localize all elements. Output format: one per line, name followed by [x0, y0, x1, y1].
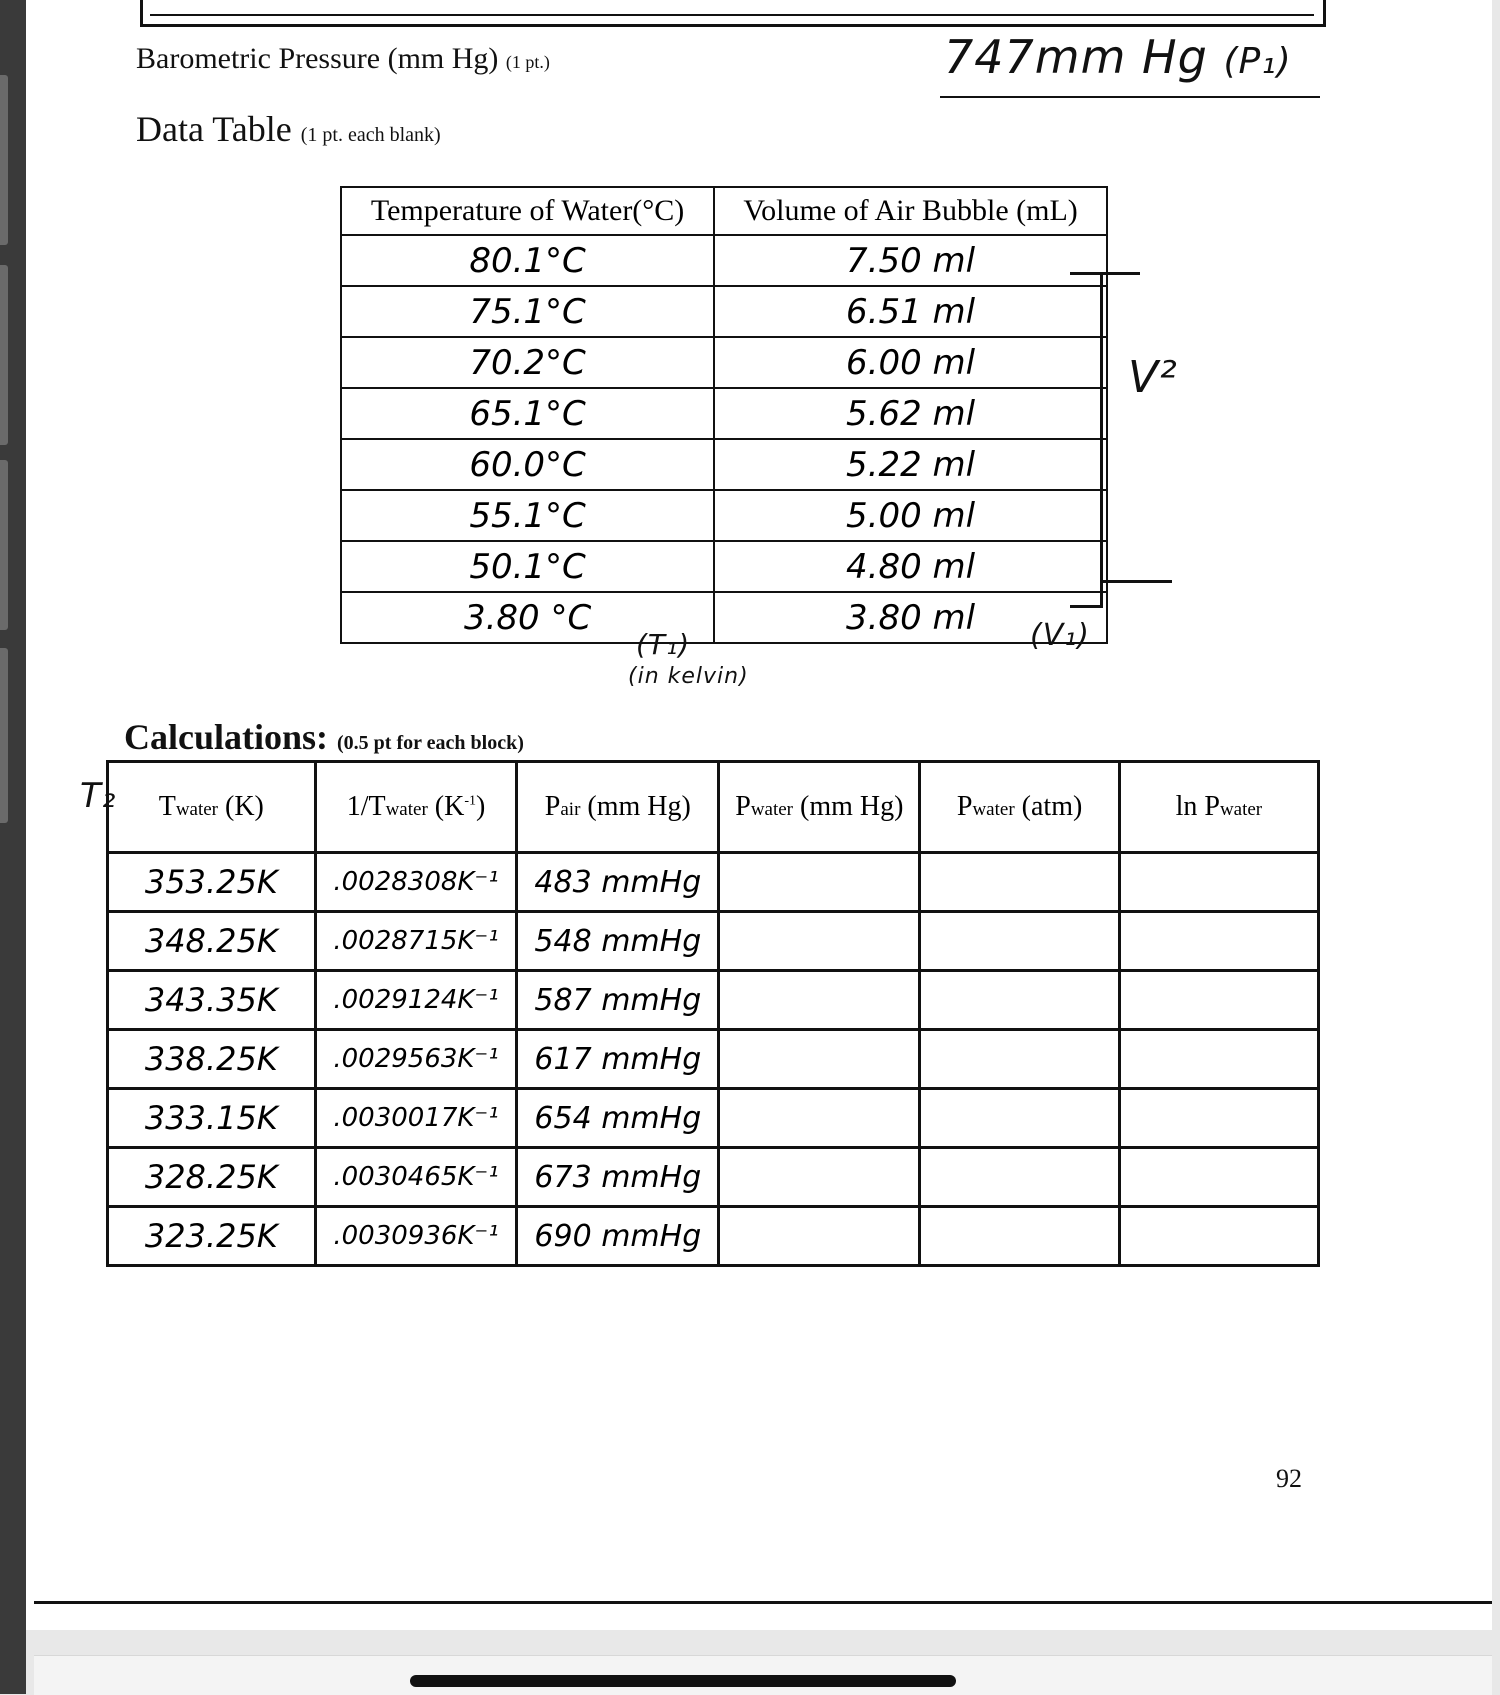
page-number: 92 [1276, 1464, 1302, 1493]
col-p-water-mmhg-header: Pwater (mm Hg) [719, 762, 920, 853]
p-air-cell[interactable]: 654 mmHg [517, 1089, 719, 1148]
volume-cell[interactable]: 4.80 ml [714, 541, 1107, 592]
volume-cell[interactable]: 6.51 ml [714, 286, 1107, 337]
sidebar-tab[interactable] [0, 265, 8, 445]
sidebar-tab[interactable] [0, 648, 8, 823]
table-row [108, 1148, 1319, 1207]
table-row [341, 235, 1107, 286]
calculations-points: (0.5 pt for each block) [337, 732, 524, 754]
barometric-pressure-label: Barometric Pressure (mm Hg) (1 pt.) [136, 42, 550, 75]
p1-tag: (P₁) [1223, 41, 1292, 82]
inverse-t-cell[interactable]: .0030465K⁻¹ [315, 1148, 517, 1207]
p-water-atm-cell[interactable] [920, 1089, 1119, 1148]
p-air-cell[interactable]: 587 mmHg [517, 971, 719, 1030]
p-water-atm-cell[interactable] [920, 971, 1119, 1030]
t-water-cell[interactable]: 348.25K [108, 912, 316, 971]
calculations-title: Calculations: (0.5 pt for each block) [124, 717, 524, 757]
temp-cell[interactable]: 50.1°C [341, 541, 714, 592]
inverse-t-cell[interactable]: .0028308K⁻¹ [315, 853, 517, 912]
table-row [108, 1207, 1319, 1266]
table-row [108, 912, 1319, 971]
col-p-water-atm-header: Pwater (atm) [920, 762, 1119, 853]
t1-tag: (T₁) [636, 628, 691, 661]
p-water-atm-cell[interactable] [920, 1207, 1119, 1266]
inverse-t-cell[interactable]: .0030936K⁻¹ [315, 1207, 517, 1266]
v2-bracket [1070, 272, 1103, 608]
barometric-points: (1 pt.) [505, 52, 550, 72]
table-row [341, 592, 1107, 643]
col-volume-header: Volume of Air Bubble (mL) [714, 187, 1107, 235]
t-water-cell[interactable]: 328.25K [108, 1148, 316, 1207]
p-water-mmhg-cell[interactable] [719, 1030, 920, 1089]
volume-cell[interactable]: 5.22 ml [714, 439, 1107, 490]
ln-p-water-cell[interactable] [1119, 1089, 1318, 1148]
table-row [108, 853, 1319, 912]
volume-cell[interactable]: 7.50 ml [714, 235, 1107, 286]
p-water-atm-cell[interactable] [920, 853, 1119, 912]
volume-cell[interactable]: 5.00 ml [714, 490, 1107, 541]
ln-p-water-cell[interactable] [1119, 1030, 1318, 1089]
p-water-atm-cell[interactable] [920, 912, 1119, 971]
barometric-answer-line [940, 96, 1320, 98]
p-air-cell[interactable]: 548 mmHg [517, 912, 719, 971]
temp-cell[interactable]: 65.1°C [341, 388, 714, 439]
calculations-table [106, 760, 1320, 1267]
t-water-cell[interactable]: 338.25K [108, 1030, 316, 1089]
table-row [341, 388, 1107, 439]
p-water-mmhg-cell[interactable] [719, 853, 920, 912]
p-air-cell[interactable]: 483 mmHg [517, 853, 719, 912]
inverse-t-cell[interactable]: .0028715K⁻¹ [315, 912, 517, 971]
t-water-cell[interactable]: 343.35K [108, 971, 316, 1030]
data-table-points: (1 pt. each blank) [300, 124, 441, 146]
ln-p-water-cell[interactable] [1119, 1207, 1318, 1266]
inverse-t-cell[interactable]: .0029124K⁻¹ [315, 971, 517, 1030]
data-table-title: Data Table (1 pt. each blank) [136, 109, 441, 149]
table-row [108, 971, 1319, 1030]
col-inverse-t-header: 1/Twater $(K^{-1})$ [315, 762, 517, 853]
kelvin-note: (in kelvin) [628, 664, 749, 689]
table-row [341, 286, 1107, 337]
t-water-cell[interactable]: 353.25K [108, 853, 316, 912]
t2-tag: T₂ [80, 776, 117, 816]
home-indicator[interactable] [410, 1675, 956, 1687]
table-row [108, 1089, 1319, 1148]
volume-cell[interactable]: 5.62 ml [714, 388, 1107, 439]
bracket-tail-bottom [1100, 580, 1172, 583]
v1-tag: (V₁) [1030, 618, 1090, 653]
temp-cell[interactable]: 60.0°C [341, 439, 714, 490]
p-water-mmhg-cell[interactable] [719, 971, 920, 1030]
p-water-mmhg-cell[interactable] [719, 1148, 920, 1207]
table-row [341, 337, 1107, 388]
inverse-t-cell[interactable]: .0029563K⁻¹ [315, 1030, 517, 1089]
temp-cell[interactable]: 55.1°C [341, 490, 714, 541]
table-row [108, 1030, 1319, 1089]
ln-p-water-cell[interactable] [1119, 1148, 1318, 1207]
table-row [341, 439, 1107, 490]
p-air-cell[interactable]: 617 mmHg [517, 1030, 719, 1089]
temp-cell[interactable]: 70.2°C [341, 337, 714, 388]
inverse-t-cell[interactable]: .0030017K⁻¹ [315, 1089, 517, 1148]
p-air-cell[interactable]: 673 mmHg [517, 1148, 719, 1207]
page-bottom-rule [34, 1601, 1492, 1604]
col-p-air-header: Pair (mm Hg) [517, 762, 719, 853]
p-water-mmhg-cell[interactable] [719, 1089, 920, 1148]
p-water-mmhg-cell[interactable] [719, 1207, 920, 1266]
ln-p-water-cell[interactable] [1119, 912, 1318, 971]
col-t-water-header: Twater (K) [108, 762, 316, 853]
table-row [341, 490, 1107, 541]
sidebar-tab[interactable] [0, 75, 8, 245]
ln-p-water-cell[interactable] [1119, 853, 1318, 912]
v2-tag: V² [1128, 352, 1178, 403]
p-water-atm-cell[interactable] [920, 1148, 1119, 1207]
temp-cell[interactable]: 80.1°C [341, 235, 714, 286]
previous-section-inner-line [150, 0, 1314, 16]
volume-cell[interactable]: 3.80 ml [714, 592, 1107, 643]
ln-p-water-cell[interactable] [1119, 971, 1318, 1030]
col-ln-p-water-header: ln Pwater [1119, 762, 1318, 853]
p-air-cell[interactable]: 690 mmHg [517, 1207, 719, 1266]
p-water-mmhg-cell[interactable] [719, 912, 920, 971]
table-row [341, 541, 1107, 592]
sidebar-tab[interactable] [0, 460, 8, 630]
left-sidebar-strip [0, 0, 26, 1694]
data-table [340, 186, 1108, 644]
t-water-cell[interactable]: 333.15K [108, 1089, 316, 1148]
col-temperature-header: Temperature of Water(°C) [341, 187, 714, 235]
temp-cell[interactable]: 3.80 °C [341, 592, 714, 643]
barometric-pressure-value: 747mm Hg (P₁) [944, 30, 1292, 84]
t-water-cell[interactable]: 323.25K [108, 1207, 316, 1266]
volume-cell[interactable]: 6.00 ml [714, 337, 1107, 388]
bracket-tail-top [1100, 272, 1140, 275]
temp-cell[interactable]: 75.1°C [341, 286, 714, 337]
p-water-atm-cell[interactable] [920, 1030, 1119, 1089]
